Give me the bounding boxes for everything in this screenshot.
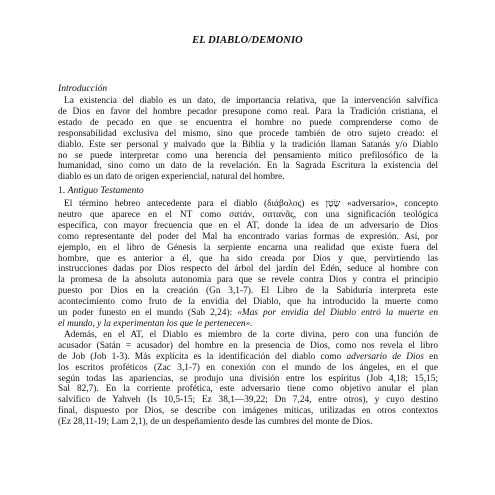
- at-line: (Ez 28,11-19; Lam 2,1), de un despeñamiento desde las cumbres del monte de Dios.: [58, 417, 373, 428]
- at-line: neutro que aparece en el NT como σατάν, σατανᾶς, con una significación teológica: [58, 209, 438, 220]
- intro-line: humanidad, sino como un dato de la revelación. En la Sagrada Escritura la existencia del: [58, 161, 438, 172]
- at-line: hombre, que es anterior a él, que ha sido creada por Dios y que, pervirtiendo las: [58, 253, 438, 264]
- intro-heading: Introducción: [58, 83, 108, 94]
- at-line: instrucciones dadas por Dios respecto del árbol del jardín del Edén, seduce al hombre con: [58, 264, 438, 275]
- intro-line: no se puede interpretar como una herencia del pensamiento mítico prefilosófico de la: [58, 150, 438, 161]
- intro-line: de Dios en favor del hombre pecador presupone como real. Para la Tradición cristiana, el: [58, 106, 438, 117]
- intro-line: La existencia del diablo es un dato, de importancia relativa, que la intervención salvífica: [64, 96, 438, 106]
- wisdom-quote: «Mas por envidia del Diablo entró la muerte en: [237, 308, 438, 319]
- at-line-text-after: en: [423, 351, 439, 362]
- at-line: Además, en el AT, el Diablo es miembro de la corte divina, pero con una función de: [64, 329, 438, 340]
- intro-line: responsabilidad exclusiva del mismo, sino que procede también de otro sujeto creado: el: [58, 128, 438, 139]
- intro-paragraph: [58, 96, 438, 183]
- at-line-text: un poder funesto en el mundo (Sab 2,24):: [58, 308, 238, 319]
- at-line: los escritos proféticos (Zac 3,1-7) en conexión con el mundo de los ángeles, en el que: [58, 362, 438, 373]
- at-line: El término hebreo antecedente para el diablo (διάβολος) es שָׂטָן «adversario», concepto: [64, 199, 438, 209]
- at-paragraph-1: [58, 199, 438, 428]
- at-line: como representante del poder del Mal ha encontrado varias formas de expresión. Así, por: [58, 231, 438, 242]
- intro-line: diablo es un dato de origen experiencial, natural del hombre.: [58, 172, 285, 183]
- at-line: salvífico de Yahveh (Is 10,5-15; Ez 38,1—39,22; Dn 7,24, entre otros), y cuyo destino: [58, 395, 438, 406]
- at-line: ejemplo, en el libro de Génesis la serpiente encarna una realidad que existe fuera del: [58, 242, 438, 253]
- at-line: acusador (Satán = acusador) del hombre en la presencia de Dios, como nos revela el libro: [58, 340, 438, 351]
- at-line-quote-end: [58, 319, 438, 330]
- at-line: final, dispuesto por Dios, se describe con imágenes míticas, utilizadas en otros contextos: [58, 406, 438, 417]
- at-line: la promesa de la absoluta autonomía para que se revele contra Dios y contra el principio: [58, 275, 438, 286]
- at-line-with-quote: [58, 308, 438, 319]
- document-title: EL DIABLO/DEMONIO: [192, 35, 303, 46]
- at-line: puesto por Dios en la creación (Gn 3,1-7). El Libro de la Sabiduría interpreta este: [58, 286, 438, 297]
- section-number: 1.: [58, 185, 68, 196]
- at-line: Sal 82,7). En la corriente profética, este adversario tiene como objetivo anular el plan: [58, 384, 438, 395]
- section-title: Antiguo Testamento: [67, 185, 144, 196]
- intro-line: estado de pecado en que se encuentra el hombre no puede comprenderse como de: [58, 117, 438, 128]
- at-line: según todas las apariencias, se produjo una división entre los espíritus (Job 4,18; 15,15;: [58, 373, 438, 384]
- at-line-text: de Job (Job 1-3). Más explícita es la identificación del diablo como: [58, 351, 347, 362]
- at-line: acontecimiento como fruto de la envidia del Diablo, que ha introducido la muerte como: [58, 297, 438, 308]
- intro-line: diablo. Este ser personal y malvado que la Biblia y la tradición llaman Satanás y/o Diablo: [58, 139, 438, 150]
- at-line: específica, con mayor frecuencia que en el AT, donde la idea de un adversario de Dios: [58, 220, 438, 231]
- wisdom-quote-end: el mundo, y la experimentan los que le pertenecen».: [58, 318, 253, 329]
- section-heading-antiguo-testamento: [58, 185, 144, 196]
- at-line-with-emphasis: [58, 352, 438, 363]
- emphasis-adversario: adversario de Dios: [346, 351, 424, 362]
